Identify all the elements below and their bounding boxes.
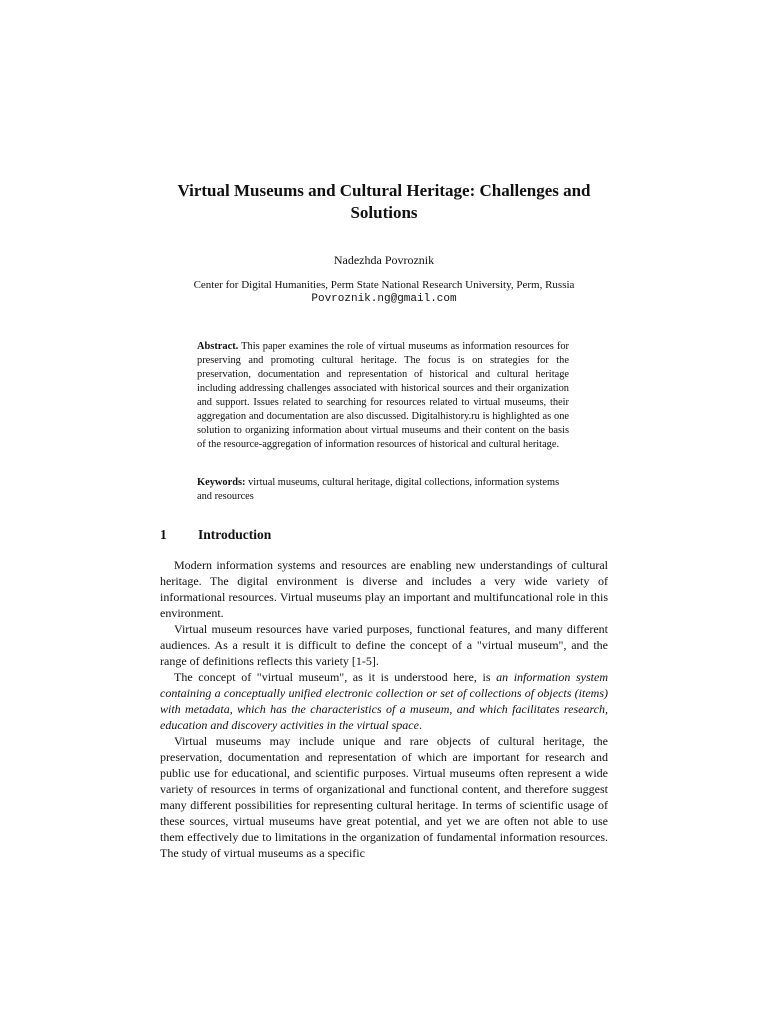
abstract-label: Abstract. (197, 341, 239, 352)
abstract (197, 340, 569, 452)
paragraph (160, 669, 608, 733)
keywords-label: Keywords: (197, 477, 246, 488)
paragraph: Virtual museums may include unique and rare objects of cultural heritage, the preservation, documentation and representation of which are important for research and public use for educational, and scientific purposes. Virtual museums often represent a wide variety of resources in terms of organizational and functional content, and therefore suggest many different possibilities for representing cultural heritage. In terms of scientific usage of these sources, virtual museums have great potential, and yet we are often not able to use them effectively due to limitations in the organization of fundamental information resources. The study of virtual museums as a specific (160, 734, 608, 860)
section-title: Introduction (198, 527, 272, 542)
paragraph-text: . (418, 718, 422, 732)
paragraph: Modern information systems and resources are enabling new understandings of cultural heritage. The digital environment is diverse and includes a very wide variety of informational resources. Virtual museums play an important and multifuncational role in this environment. (160, 558, 608, 620)
definition-italic: an information system containing a conceptually unified electronic collection or set of collections of objects (items) with metadata, which has the characteristics of a museum, and which facilitates research, education and discovery activities in the virtual space (160, 670, 608, 732)
affiliation-text: Center for Digital Humanities, Perm State National Research University, Perm, Russia (193, 279, 575, 291)
keywords (197, 476, 569, 504)
section-heading (160, 526, 271, 543)
paper-title: Virtual Museums and Cultural Heritage: Challenges and Solutions (177, 181, 591, 222)
section-body (160, 557, 608, 861)
author-affiliation (130, 278, 638, 306)
author-name: Nadezhda Povroznik (333, 253, 435, 267)
keywords-text: virtual museums, cultural heritage, digital collections, information systems and resources (197, 477, 560, 502)
section-number: 1 (160, 527, 167, 542)
author-email: Povroznik.ng@gmail.com (311, 293, 457, 305)
abstract-text: This paper examines the role of virtual museums as information resources for preserving and promoting cultural heritage. The focus is on strategies for the preservation, documentation and representation of historical and cultural heritage including addressing challenges associated with historical sources and their organization and support. Issues related to searching for resources related to virtual museums, their aggregation and documentation are also discussed. Digitalhistory.ru is highlighted as one solution to organizing information about virtual museums and their content on the basis of the resource-aggregation of information resources of historical and cultural heritage. (197, 341, 569, 450)
paragraph: Virtual museum resources have varied purposes, functional features, and many different audiences. As a result it is difficult to define the concept of a "virtual museum", and the range of definitions reflects this variety [1-5]. (160, 622, 608, 668)
paragraph-text: The concept of "virtual museum", as it is understood here, is (174, 670, 497, 684)
